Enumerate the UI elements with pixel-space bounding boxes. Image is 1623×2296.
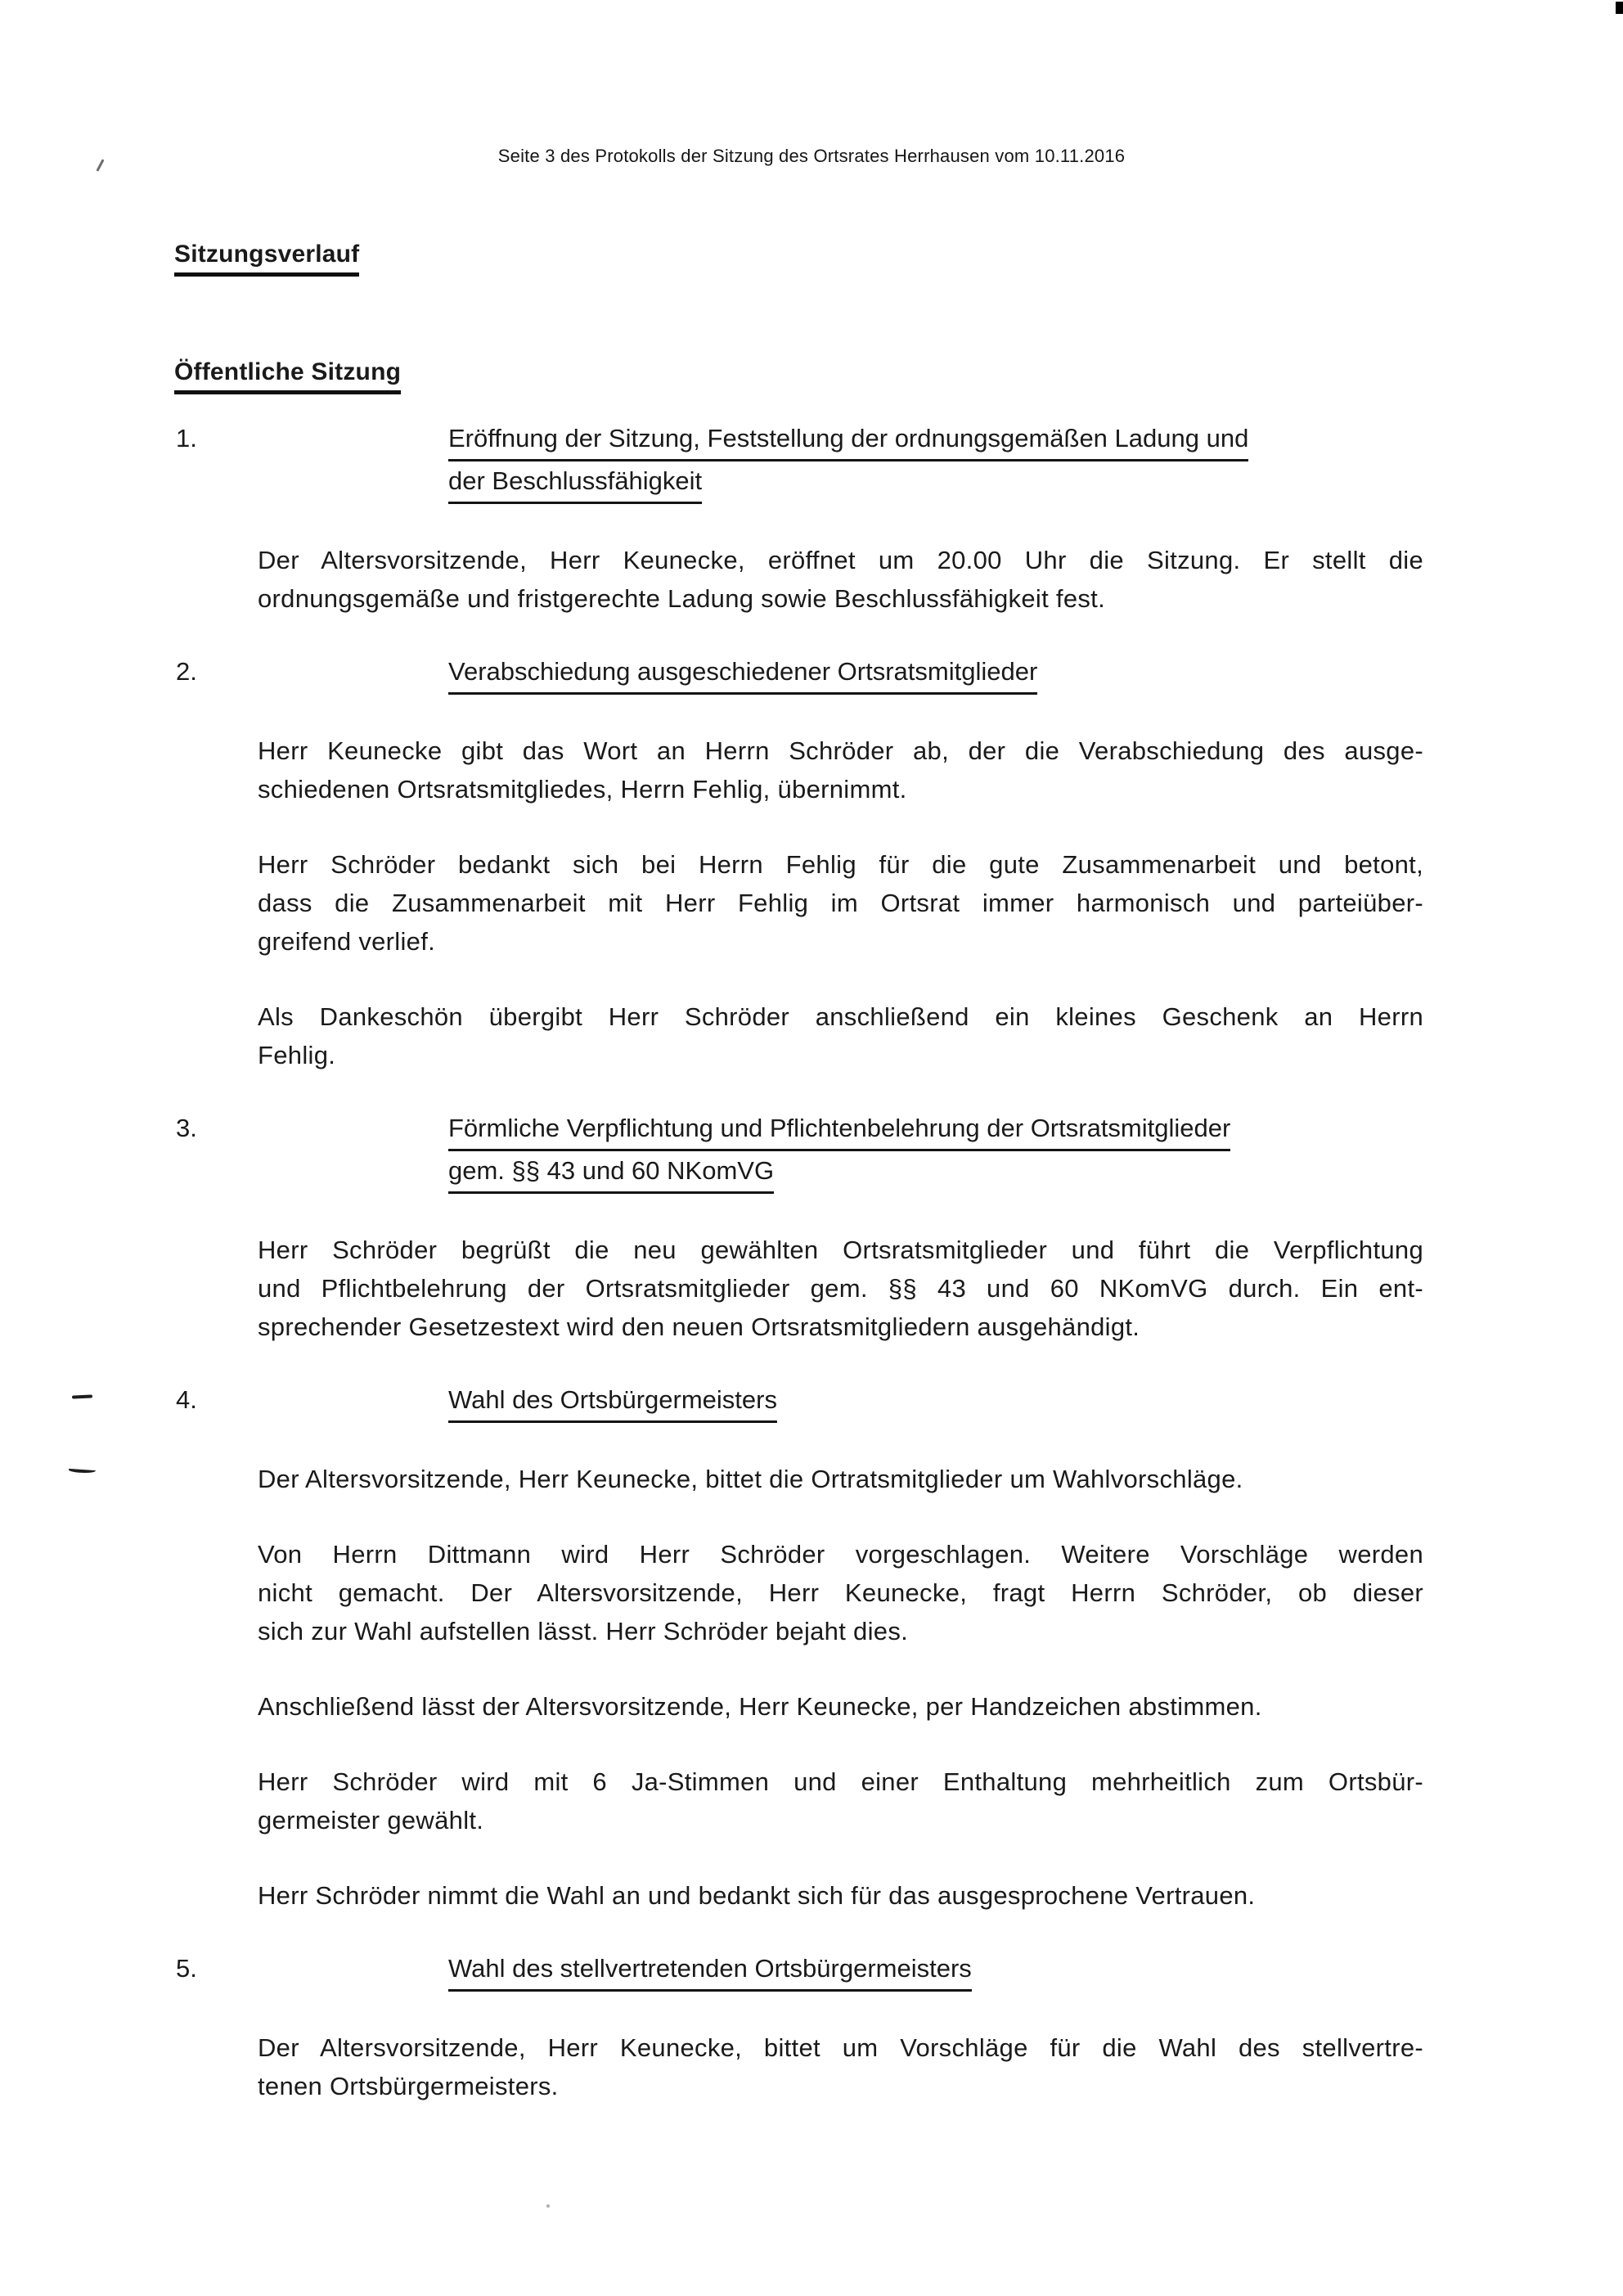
section-title-text: Öffentliche Sitzung	[174, 358, 401, 394]
text-line: dass die Zusammenarbeit mit Herr Fehlig im Ortsrat immer harmonisch und parteiüber-	[258, 889, 1423, 917]
item-number: 3.	[176, 1114, 197, 1142]
paragraph	[258, 1460, 1423, 1498]
paragraph	[258, 1763, 1423, 1839]
text-line: tenen Ortsbürgermeisters.	[258, 2072, 559, 2100]
item-heading-line	[448, 652, 1037, 695]
text-line: Anschließend lässt der Altersvorsitzende, Herr Keunecke, per Handzeichen abstimmen.	[258, 1692, 1262, 1721]
text-line: Der Altersvorsitzende, Herr Keunecke, eröffnet um 20.00 Uhr die Sitzung. Er stellt die	[258, 546, 1423, 574]
text-line: ordnungsgemäße und fristgerechte Ladung sowie Beschlussfähigkeit fest.	[258, 584, 1105, 613]
text-line: Als Dankeschön übergibt Herr Schröder anschließend ein kleines Geschenk an Herrn	[258, 1002, 1423, 1031]
text-line: Herr Schröder begrüßt die neu gewählten Ortsratsmitglieder und führt die Verpflichtung	[258, 1236, 1423, 1264]
item-number: 1.	[176, 424, 197, 452]
item-number: 2.	[176, 657, 197, 686]
item-heading-text: Wahl des Ortsbürgermeisters	[448, 1380, 777, 1423]
text-line: Fehlig.	[258, 1041, 336, 1069]
item-heading	[448, 1949, 972, 1992]
paragraph	[258, 997, 1423, 1074]
section-title	[174, 358, 1623, 394]
text-line: Herr Schröder nimmt die Wahl an und bedankt sich für das ausgesprochene Vertrauen.	[258, 1881, 1256, 1910]
scan-edge-mark	[1616, 2, 1623, 14]
item-paragraphs	[258, 1231, 1423, 1346]
text-line: Herr Schröder wird mit 6 Ja-Stimmen und einer Enthaltung mehrheitlich zum Ortsbür-	[258, 1767, 1423, 1796]
item-heading-row	[176, 419, 1623, 504]
paragraph	[258, 1231, 1423, 1346]
text-line: Von Herrn Dittmann wird Herr Schröder vorgeschlagen. Weitere Vorschläge werden	[258, 1540, 1423, 1569]
text-line: schiedenen Ortsratsmitgliedes, Herrn Fehlig, übernimmt.	[258, 775, 907, 804]
item-heading	[448, 652, 1037, 695]
item-number: 5.	[176, 1954, 197, 1983]
item-heading	[448, 1380, 777, 1423]
paragraph	[258, 1876, 1423, 1915]
text-line: Der Altersvorsitzende, Herr Keunecke, bittet die Ortratsmitglieder um Wahlvorschläge.	[258, 1465, 1243, 1493]
text-line: sprechender Gesetzestext wird den neuen Ortsratsmitgliedern ausgehändigt.	[258, 1312, 1140, 1341]
agenda-item	[176, 1949, 1623, 2105]
item-heading-text: Förmliche Verpflichtung und Pflichtenbelehrung der Ortsratsmitglieder	[448, 1109, 1230, 1151]
text-line: germeister gewählt.	[258, 1806, 484, 1835]
item-heading-text: Wahl des stellvertretenden Ortsbürgermeisters	[448, 1949, 972, 1992]
item-heading-row	[176, 1109, 1623, 1194]
text-line: sich zur Wahl aufstellen lässt. Herr Schröder bejaht dies.	[258, 1617, 909, 1645]
item-heading-line	[448, 419, 1248, 461]
paragraph	[258, 732, 1423, 808]
item-number: 4.	[176, 1385, 197, 1414]
item-heading-text: der Beschlussfähigkeit	[448, 461, 702, 504]
item-heading-row	[176, 652, 1623, 695]
item-heading-line	[448, 1151, 1230, 1194]
item-heading-line	[448, 1380, 777, 1423]
item-paragraphs	[258, 541, 1423, 618]
paragraph	[258, 1687, 1423, 1726]
paragraph	[258, 541, 1423, 618]
agenda-item	[176, 1380, 1623, 1915]
agenda-items	[176, 419, 1623, 2105]
item-heading-text: Verabschiedung ausgeschiedener Ortsratsmitglieder	[448, 652, 1037, 695]
paragraph	[258, 1535, 1423, 1650]
paragraph	[258, 845, 1423, 961]
agenda-item	[176, 1109, 1623, 1346]
paragraph	[258, 2028, 1423, 2105]
agenda-item	[176, 419, 1623, 618]
page-header: Seite 3 des Protokolls der Sitzung des Ortsrates Herrhausen vom 10.11.2016	[497, 146, 1126, 166]
item-heading-text: Eröffnung der Sitzung, Feststellung der ordnungsgemäßen Ladung und	[448, 419, 1248, 461]
text-line: Herr Schröder bedankt sich bei Herrn Fehlig für die gute Zusammenarbeit und betont,	[258, 850, 1423, 879]
text-line: Herr Keunecke gibt das Wort an Herrn Schröder ab, der die Verabschiedung des ausge-	[258, 736, 1423, 765]
text-line: greifend verlief.	[258, 927, 436, 956]
text-line: und Pflichtbelehrung der Ortsratsmitglieder gem. §§ 43 und 60 NKomVG durch. Ein ent-	[258, 1274, 1423, 1303]
agenda-item	[176, 652, 1623, 1074]
item-heading-line	[448, 1109, 1230, 1151]
text-line: nicht gemacht. Der Altersvorsitzende, Herr Keunecke, fragt Herrn Schröder, ob dieser	[258, 1578, 1423, 1607]
item-heading-row	[176, 1949, 1623, 1992]
document-title	[174, 241, 1623, 277]
item-paragraphs	[258, 2028, 1423, 2105]
item-paragraphs	[258, 1460, 1423, 1915]
item-paragraphs	[258, 732, 1423, 1074]
item-heading-line	[448, 1949, 972, 1992]
item-heading-row	[176, 1380, 1623, 1423]
item-heading	[448, 1109, 1230, 1194]
dust-speck	[546, 2204, 550, 2208]
text-line: Der Altersvorsitzende, Herr Keunecke, bittet um Vorschläge für die Wahl des stellvertre-	[258, 2033, 1423, 2062]
document-title-text: Sitzungsverlauf	[174, 241, 359, 277]
item-heading	[448, 419, 1248, 504]
item-heading-line	[448, 461, 1248, 504]
item-heading-text: gem. §§ 43 und 60 NKomVG	[448, 1151, 774, 1194]
